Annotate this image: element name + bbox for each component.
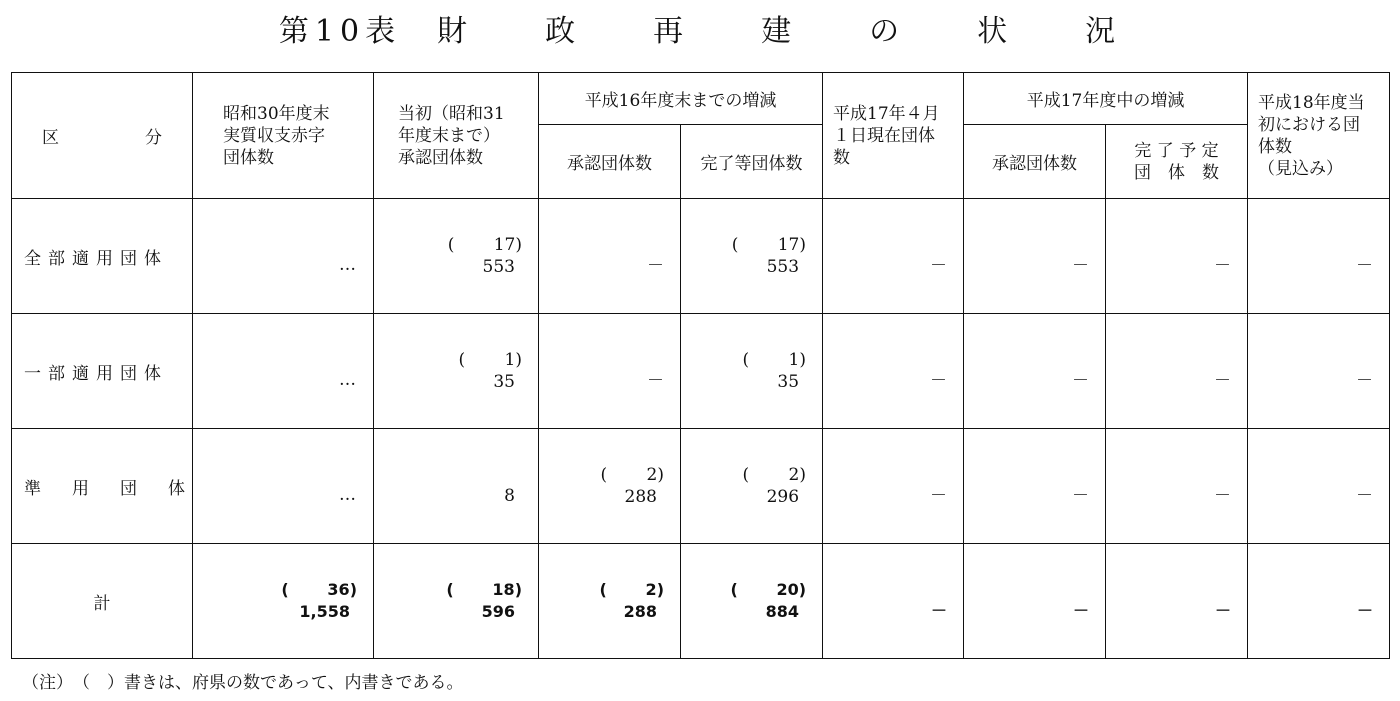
cell-value: 884: [765, 602, 800, 621]
inner-count: ( 1): [742, 350, 807, 370]
table-cell: [193, 199, 374, 314]
header-h17-scheduled: 完 了 予 定 団 体 数: [1106, 125, 1248, 199]
table-cell: [681, 429, 823, 544]
table-cell: [539, 429, 681, 544]
table-cell: [1248, 429, 1390, 544]
cell-value: －: [1073, 601, 1090, 620]
cell-value: 35: [493, 372, 515, 392]
cell-value: 288: [623, 602, 657, 621]
cell-value: －: [1356, 486, 1374, 506]
cell-value: 35: [777, 372, 800, 392]
table-cell: [1106, 429, 1248, 544]
cell-value: －: [647, 371, 664, 391]
table-cell: [374, 544, 539, 659]
cell-value: －: [1072, 256, 1090, 276]
cell-value: －: [931, 601, 948, 620]
inner-count: ( 2): [599, 580, 664, 599]
cell-value: －: [930, 371, 948, 391]
inner-count: ( 1): [458, 350, 522, 370]
table-cell: [823, 544, 964, 659]
inner-count: ( 36): [281, 580, 357, 599]
table-cell: [193, 429, 374, 544]
table-cell: [374, 429, 539, 544]
row-label: 全部適用団体: [12, 199, 193, 314]
table-cell: [539, 544, 681, 659]
cell-value: －: [1214, 371, 1232, 391]
cell-value: －: [1356, 371, 1374, 391]
row-label: 計: [12, 544, 193, 659]
inner-count: ( 2): [742, 465, 807, 485]
table-cell: [1106, 544, 1248, 659]
header-group-h16: 平成16年度末までの増減: [539, 73, 823, 125]
cell-value: －: [1072, 371, 1090, 391]
cell-value: 553: [766, 257, 800, 277]
header-h16-completed: 完了等団体数: [681, 125, 823, 199]
header-h18-estimate: 平成18年度当 初における団 体数 （見込み）: [1248, 73, 1390, 199]
cell-value: 553: [482, 257, 515, 277]
table-row: [12, 544, 1390, 659]
cell-value: 1,558: [299, 602, 350, 621]
cell-value: 8: [504, 486, 515, 506]
fiscal-reconstruction-table: [11, 72, 1390, 659]
table-cell: [823, 314, 964, 429]
cell-value: 296: [766, 487, 800, 507]
cell-value: －: [1356, 256, 1374, 276]
table-cell: [964, 314, 1106, 429]
table-cell: [193, 314, 374, 429]
inner-count: ( 18): [446, 580, 522, 599]
cell-value: －: [930, 256, 948, 276]
header-initial-approved: 当初（昭和31 年度末まで） 承認団体数: [374, 73, 539, 199]
table-cell: [964, 199, 1106, 314]
table-cell: [823, 429, 964, 544]
header-kubun-left: 区: [42, 128, 59, 148]
table-cell: [539, 314, 681, 429]
header-h16-approved: 承認団体数: [539, 125, 681, 199]
footnote: （注） （ ）書きは、府県の数であって、内書きである。: [22, 673, 464, 693]
table-cell: [374, 314, 539, 429]
table-row: [12, 199, 1390, 314]
cell-value: …: [339, 255, 357, 275]
cell-value: －: [1214, 256, 1232, 276]
header-h17-april: 平成17年４月 １日現在団体 数: [823, 73, 964, 199]
header-kubun: [12, 73, 193, 199]
table-row: [12, 429, 1390, 544]
table-cell: [374, 199, 539, 314]
cell-value: －: [1214, 486, 1232, 506]
table-cell: [1106, 199, 1248, 314]
table-cell: [681, 544, 823, 659]
cell-value: －: [1357, 601, 1374, 620]
header-showa30-deficit: 昭和30年度末 実質収支赤字 団体数: [193, 73, 374, 199]
cell-value: －: [930, 486, 948, 506]
cell-value: …: [339, 370, 357, 390]
cell-value: －: [647, 256, 664, 276]
table-cell: [193, 544, 374, 659]
table-cell: [539, 199, 681, 314]
inner-count: ( 20): [730, 580, 807, 599]
header-group-h17: 平成17年度中の増減: [964, 73, 1248, 125]
table-cell: [1248, 199, 1390, 314]
table-cell: [681, 314, 823, 429]
table-cell: [1248, 314, 1390, 429]
table-cell: [964, 544, 1106, 659]
inner-count: ( 17): [447, 235, 522, 255]
table-row: [12, 314, 1390, 429]
inner-count: ( 17): [731, 235, 807, 255]
table-cell: [681, 199, 823, 314]
cell-value: －: [1072, 486, 1090, 506]
header-kubun-right: 分: [145, 128, 162, 148]
row-label: 一部適用団体: [12, 314, 193, 429]
cell-value: 596: [481, 602, 515, 621]
table-cell: [964, 429, 1106, 544]
cell-value: …: [339, 485, 357, 505]
table-cell: [1106, 314, 1248, 429]
table-cell: [823, 199, 964, 314]
header-h17-approved: 承認団体数: [964, 125, 1106, 199]
inner-count: ( 2): [600, 465, 664, 485]
cell-value: －: [1215, 601, 1232, 620]
table-cell: [1248, 544, 1390, 659]
cell-value: 288: [624, 487, 657, 507]
row-label: 準 用 団 体: [12, 429, 193, 544]
page-title: 第10表 財 政 再 建 の 状 況: [278, 14, 1122, 49]
